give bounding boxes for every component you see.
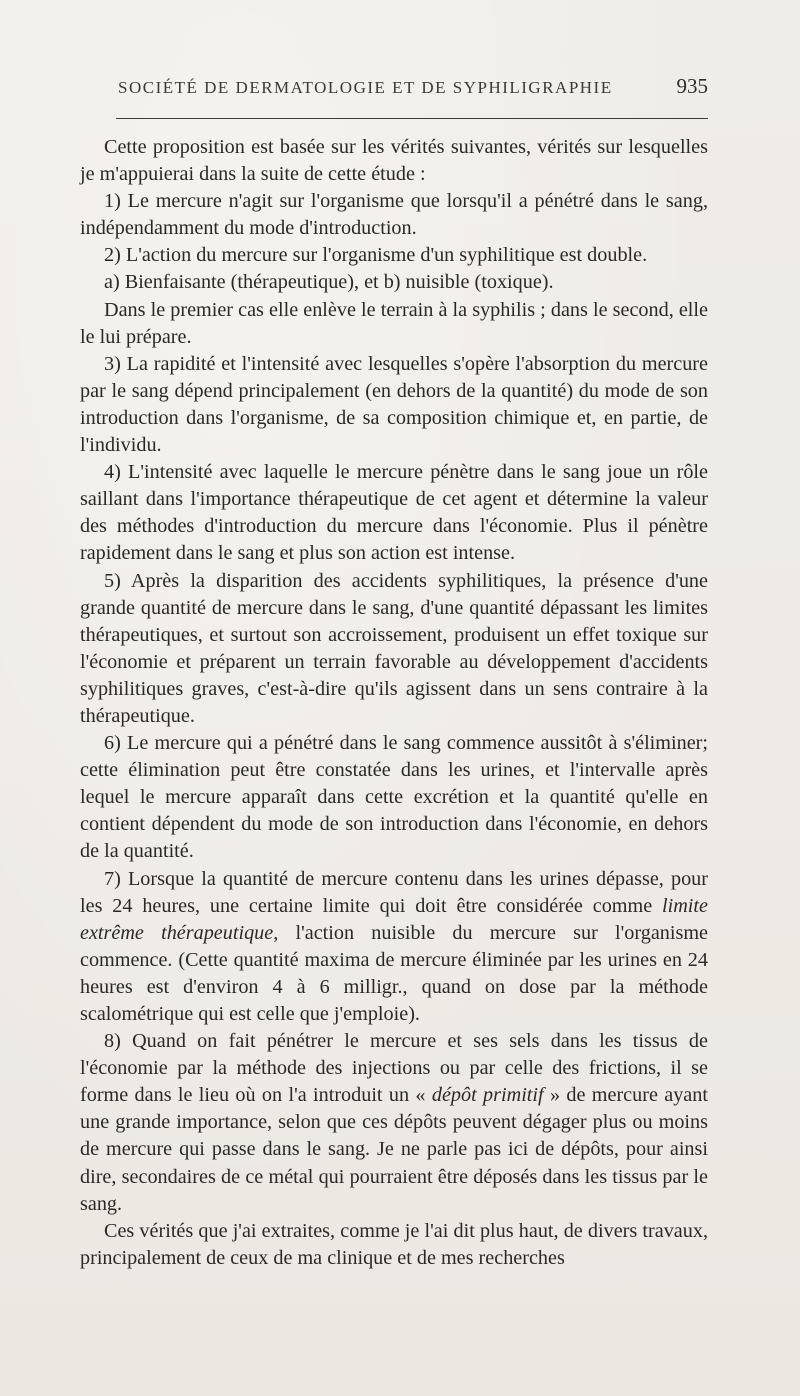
page-header [118,74,708,104]
paragraph-3: 3) La rapidité et l'intensité avec lesquelles s'opère l'absorption du mercure par le sang dépend principalement (en dehors de la quantité) du mode de son introduction dans l'organisme, de sa composition chimique et, en partie, de l'individu. [80,352,708,457]
paragraph-2b: Dans le premier cas elle enlève le terrain à la syphilis ; dans le second, elle le lui prépare. [80,298,708,348]
paragraph-8-text-b: » de mercure ayant une grande importance, selon que ces dépôts peuvent dégager plus ou moins de mercure qui passe dans le sang. Je ne parle pas ici de dépôts, pour ainsi dire, secondaires de ce métal qui pourraient être déposés dans les tissus par le sang. [80,1084,708,1215]
paragraph-4: 4) L'intensité avec laquelle le mercure pénètre dans le sang joue un rôle saillant dans l'importance thérapeutique de cet agent et détermine la valeur des méthodes d'introduction du mercure dans l'économie. Plus il pénètre rapidement dans le sang et plus son action est intense. [80,461,708,565]
paragraph-1: 1) Le mercure n'agit sur l'organisme que lorsqu'il a pénétré dans le sang, indépendamment du mode d'introduction. [80,190,708,240]
paragraph-2: 2) L'action du mercure sur l'organisme d'un syphilitique est double. [104,244,648,267]
paragraph-8 [80,1028,708,1218]
paragraph-5: 5) Après la disparition des accidents syphilitiques, la présence d'une grande quantité de mercure dans le sang, d'une quantité dépassant les limites thérapeutiques, et surtout son accroissement, produisent un effet toxique sur l'économie et préparent un terrain favorable au développement d'accidents syphilitiques graves, c'est-à-dire qu'ils agissent dans un sens contraire à la thérapeutique. [80,569,708,727]
body-text [80,134,708,1272]
paragraph-7 [80,866,708,1029]
paragraph-7-text-a: 7) Lorsque la quantité de mercure contenu dans les urines dépasse, pour les 24 heures, une certaine limite qui doit être considérée comme [80,867,708,917]
paragraph-6: 6) Le mercure qui a pénétré dans le sang commence aussitôt à s'éliminer; cette élimination peut être constatée dans les urines, et l'intervalle après lequel le mercure apparaît dans cette excrétion et la quantité qu'elle en contient dépendent du mode de son introduction dans l'économie, en dehors de la quantité. [80,732,708,863]
header-rule [116,118,708,119]
paragraph-2a: a) Bienfaisante (thérapeutique), et b) nuisible (toxique). [104,271,554,294]
paragraph-8-text-a: 8) Quand on fait pénétrer le mercure et ses sels dans les tissus de l'économie par la méthode des injections ou par celle des frictions, il se forme dans le lieu où on l'a introduit un « [80,1030,708,1107]
paragraph-7-text-b: , l'action nuisible du mercure sur l'organisme commence. (Cette quantité maxima de mercure éliminée par les urines en 24 heures est d'environ 4 à 6 milligr., quand on dose par la méthode scalométrique qui est celle que j'emploie). [80,921,709,1025]
page-number: 935 [676,74,708,98]
paragraph-7-emphasis: limite extrême thérapeutique [80,894,708,944]
paragraph-intro: Cette proposition est basée sur les vérités suivantes, vérités sur lesquelles je m'appuierai dans la suite de cette étude : [80,136,708,186]
paragraph-closing: Ces vérités que j'ai extraites, comme je l'ai dit plus haut, de divers travaux, principalement de ceux de ma clinique et de mes recherches [80,1219,708,1269]
paragraph-8-emphasis: dépôt primitif [431,1084,544,1107]
running-title: SOCIÉTÉ DE DERMATOLOGIE ET DE SYPHILIGRAPHIE [118,78,613,97]
